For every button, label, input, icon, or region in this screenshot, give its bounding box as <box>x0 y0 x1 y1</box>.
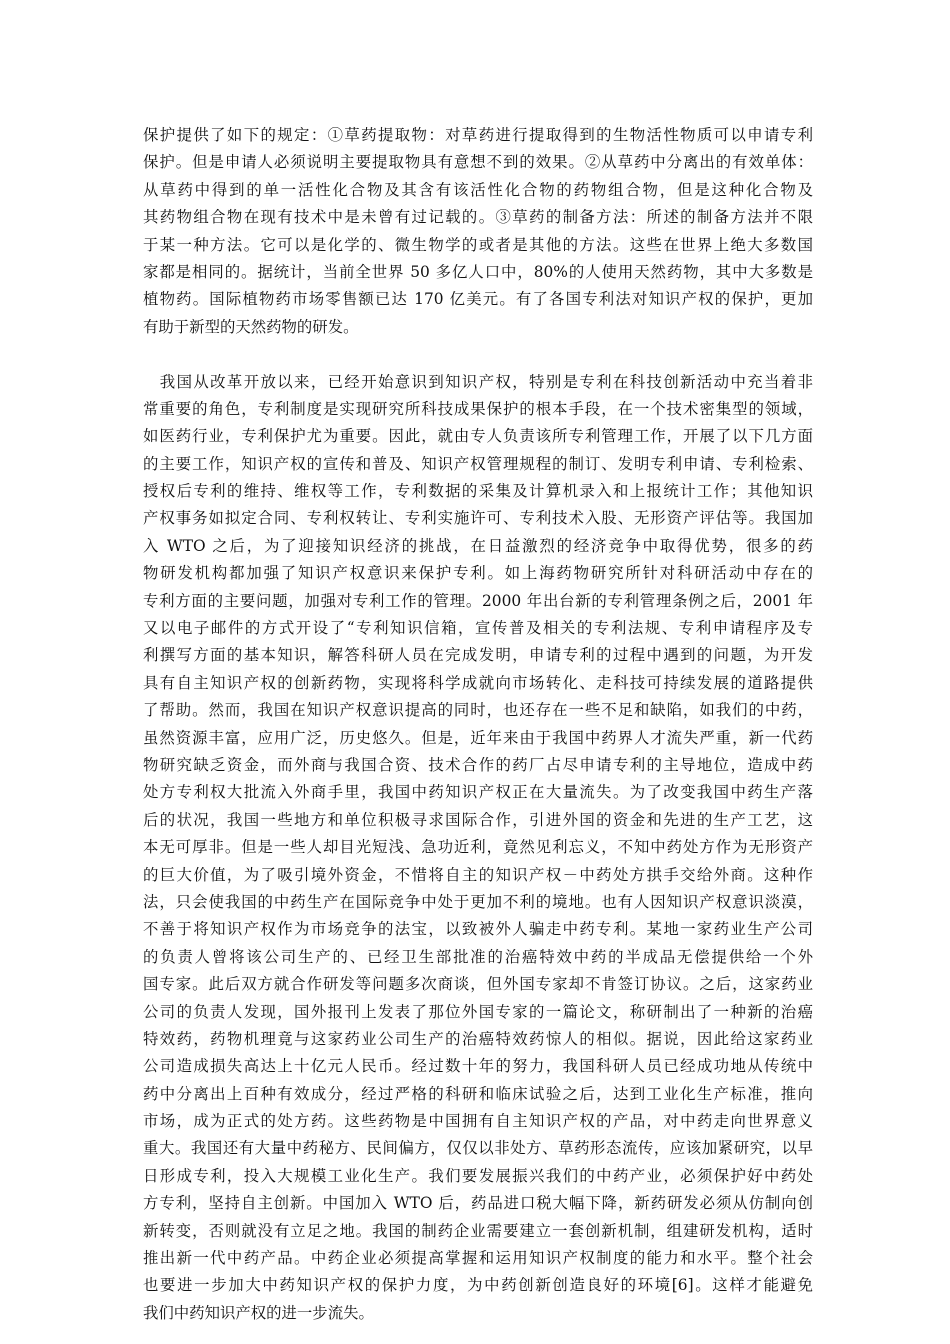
text-line: 特效药，药物机理竟与这家药业公司生产的治癌特效药惊人的相似。据说，因此给这家药业 <box>143 1029 813 1048</box>
text-line: 物研发机构都加强了知识产权意识来保护专利。如上海药物研究所针对科研活动中存在的 <box>143 564 813 583</box>
text-line: 的主要工作，知识产权的宣传和普及、知识产权管理规程的制订、发明专利申请、专利检索、 <box>143 454 813 473</box>
text-line: 国专家。此后双方就合作研发等问题多次商谈，但外国专家却不肯签订协议。之后，这家药业 <box>143 975 813 994</box>
text-line: 公司的负责人发现，国外报刊上发表了那位外国专家的一篇论文，称研制出了一种新的治癌 <box>143 1002 813 1021</box>
text-line: 我国从改革开放以来，已经开始意识到知识产权，特别是专利在科技创新活动中充当着非 <box>143 372 813 391</box>
text-line: 保护提供了如下的规定：①草药提取物：对草药进行提取得到的生物活性物质可以申请专利 <box>143 126 813 144</box>
text-line: 授权后专利的维持、维权等工作，专利数据的采集及计算机录入和上报统计工作；其他知识 <box>143 482 813 501</box>
text-line: 保护。但是申请人必须说明主要提取物具有意想不到的效果。②从草药中分离出的有效单体： <box>143 153 813 172</box>
text-line: 虽然资源丰富，应用广泛，历史悠久。但是，近年来由于我国中药界人才流失严重，新一代药 <box>143 728 813 747</box>
text-line: 产权事务如拟定合同、专利权转让、专利实施许可、专利技术入股、无形资产评估等。我国加 <box>143 509 813 528</box>
text-line: 新转变，否则就没有立足之地。我国的制药企业需要建立一套创新机制，组建研发机构，适时 <box>143 1221 813 1240</box>
text-line: 公司造成损失高达上十亿元人民币。经过数十年的努力，我国科研人员已经成功地从传统中 <box>143 1057 813 1076</box>
text-line: 如医药行业，专利保护尤为重要。因此，就由专人负责该所专利管理工作，开展了以下几方面 <box>143 427 813 446</box>
text-line: 处方专利权大批流入外商手里，我国中药知识产权正在大量流失。为了改变我国中药生产落 <box>143 783 813 802</box>
text-line: 从草药中得到的单一活性化合物及其含有该活性化合物的药物组合物，但是这种化合物及 <box>143 180 813 199</box>
text-line: 家都是相同的。据统计，当前全世界 50 多亿人口中，80%的人使用天然药物，其中大多数是 <box>143 262 813 281</box>
text-line: 日形成专利，投入大规模工业化生产。我们要发展振兴我们的中药产业，必须保护好中药处 <box>143 1166 813 1185</box>
text-line: 专利方面的主要问题，加强对专利工作的管理。2000 年出台新的专利管理条例之后，2001 年 <box>143 591 813 610</box>
text-line: 市场，成为正式的处方药。这些药物是中国拥有自主知识产权的产品，对中药走向世界意义 <box>143 1112 813 1131</box>
text-line: 重大。我国还有大量中药秘方、民间偏方，仅仅以非处方、草药形态流传，应该加紧研究，以早 <box>143 1139 813 1158</box>
text-line: 不善于将知识产权作为市场竞争的法宝，以致被外人骗走中药专利。某地一家药业生产公司 <box>143 920 813 939</box>
text-line: 的巨大价值，为了吸引境外资金，不惜将自主的知识产权－中药处方拱手交给外商。这种作 <box>143 865 813 884</box>
text-line: 于某一种方法。它可以是化学的、微生物学的或者是其他的方法。这些在世界上绝大多数国 <box>143 235 813 254</box>
paragraph-2 <box>143 369 813 1328</box>
text-line: 物研究缺乏资金，而外商与我国合资、技术合作的药厂占尽申请专利的主导地位，造成中药 <box>143 755 813 774</box>
text-line: 也要进一步加大中药知识产权的保护力度，为中药创新创造良好的环境[6]。这样才能避免 <box>143 1276 813 1295</box>
text-line: 利撰写方面的基本知识，解答科研人员在完成发明，申请专利的过程中遇到的问题，为开发 <box>143 646 813 665</box>
paragraph-1 <box>143 122 813 341</box>
text-line: 方专利，坚持自主创新。中国加入 WTO 后，药品进口税大幅下降，新药研发必须从仿制向创 <box>143 1194 813 1213</box>
text-line: 常重要的角色，专利制度是实现研究所科技成果保护的根本手段，在一个技术密集型的领域， <box>143 399 813 418</box>
text-line: 本无可厚非。但是一些人却目光短浅、急功近利，竟然见利忘义，不知中药处方作为无形资产 <box>143 838 813 857</box>
text-line: 有助于新型的天然药物的研发。 <box>143 317 359 336</box>
text-line: 的负责人曾将该公司生产的、已经卫生部批准的治癌特效中药的半成品无偿提供给一个外 <box>143 947 813 966</box>
text-line: 其药物组合物在现有技术中是未曾有过记载的。③草药的制备方法：所述的制备方法并不限 <box>143 208 813 227</box>
text-line: 了帮助。然而，我国在知识产权意识提高的同时，也还存在一些不足和缺陷，如我们的中药， <box>143 701 813 720</box>
paragraph-spacer <box>143 341 813 368</box>
text-line: 我们中药知识产权的进一步流失。 <box>143 1303 374 1322</box>
text-line: 药中分离出上百种有效成分，经过严格的科研和临床试验之后，达到工业化生产标准，推向 <box>143 1084 813 1103</box>
text-line: 具有自主知识产权的创新药物，实现将科学成就向市场转化、走科技可持续发展的道路提供 <box>143 673 813 692</box>
text-line: 法，只会使我国的中药生产在国际竞争中处于更加不利的境地。也有人因知识产权意识淡漠， <box>143 892 813 911</box>
text-line: 推出新一代中药产品。中药企业必须提高掌握和运用知识产权制度的能力和水平。整个社会 <box>143 1249 813 1268</box>
text-line: 又以电子邮件的方式开设了“专利知识信箱，宣传普及相关的专利法规、专利申请程序及专 <box>143 619 813 638</box>
text-line: 后的状况，我国一些地方和单位积极寻求国际合作，引进外国的资金和先进的生产工艺，这 <box>143 810 813 829</box>
text-line: 入 WTO 之后，为了迎接知识经济的挑战，在日益激烈的经济竞争中取得优势，很多的药 <box>143 536 813 555</box>
document-body <box>143 122 813 1327</box>
text-line: 植物药。国际植物药市场零售额已达 170 亿美元。有了各国专利法对知识产权的保护，更加 <box>143 290 813 309</box>
